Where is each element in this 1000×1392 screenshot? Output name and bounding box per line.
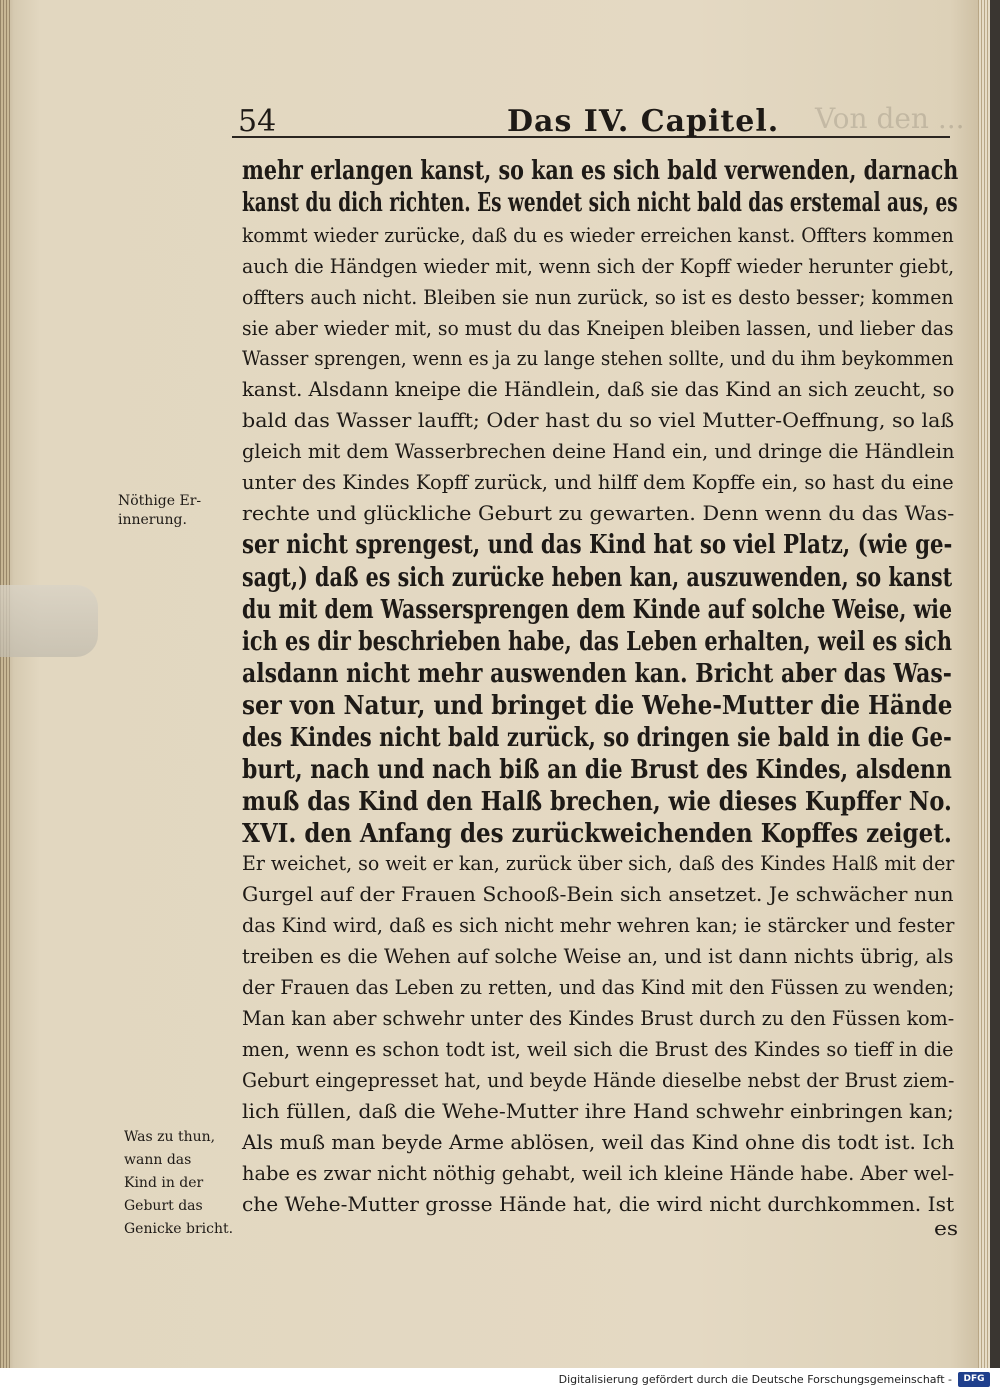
text-line: lich füllen, daß die Wehe-Mutter ihre Hand schwehr einbringen kan; [242,1099,954,1123]
margin-note-line: innerung. [118,512,187,528]
text-line: ser nicht sprengest, und das Kind hat so viel Platz, (wie ge- [242,530,953,560]
text-line: muß das Kind den Halß brechen, wie dieses Kupffer No. [242,787,952,817]
dfg-logo-label: DFG [963,1374,985,1384]
text-line: Gurgel auf der Frauen Schooß-Bein sich ansetzet. Je schwächer nun [242,882,954,906]
text-line: gleich mit dem Wasserbrechen deine Hand ein, und dringe die Händlein [242,439,955,463]
text-line: bald das Wasser laufft; Oder hast du so viel Mutter-Oeffnung, so laß [242,408,955,432]
text-line: Als muß man beyde Arme ablösen, weil das Kind ohne dis todt ist. Ich [242,1130,955,1154]
funding-notice: Digitalisierung gefördert durch die Deutsche Forschungsgemeinschaft - [558,1373,952,1386]
text-line: che Wehe-Mutter grosse Hände hat, die wird nicht durchkommen. Ist [242,1192,955,1216]
text-line: alsdann nicht mehr auswenden kan. Bricht aber das Was- [242,659,952,689]
text-line: offters auch nicht. Bleiben sie nun zurück, so ist es desto besser; kommen [242,285,954,309]
text-line: der Frauen das Leben zu retten, und das Kind mit den Füssen zu wenden; [242,975,955,999]
text-line: treiben es die Wehen auf solche Weise an, und ist dann nichts übrig, als [242,944,954,968]
margin-note-line: Nöthige Er- [118,493,202,509]
catchword: es [934,1216,959,1240]
text-line: habe es zwar nicht nöthig gehabt, weil ich kleine Hände habe. Aber wel- [242,1161,955,1185]
bleed-through-text: Von den ... [815,102,965,135]
text-line: Geburt eingepresset hat, und beyde Hände dieselbe nebst der Brust ziem- [242,1068,955,1092]
text-line: du mit dem Wassersprengen dem Kinde auf solche Weise, wie [242,595,952,625]
text-line: sagt,) daß es sich zurücke heben kan, auszuwenden, so kanst [242,563,953,593]
text-line: burt, nach und nach biß an die Brust des Kindes, alsdenn [242,755,952,785]
text-line: kanst. Alsdann kneipe die Händlein, daß sie das Kind an sich zeucht, so [242,377,955,401]
dfg-logo-icon [958,1372,990,1387]
margin-note-line: Genicke bricht. [124,1221,234,1237]
text-line: rechte und glückliche Geburt zu gewarten. Denn wenn du das Was- [242,501,955,525]
margin-note-line: Geburt das [124,1198,203,1214]
margin-note-line: wann das [124,1152,192,1168]
text-line: Man kan aber schwehr unter des Kindes Brust durch zu den Füssen kom- [242,1006,955,1030]
text-line: unter des Kindes Kopff zurück, und hilff dem Kopffe ein, so hast du eine [242,470,954,494]
text-line: auch die Händgen wieder mit, wenn sich der Kopff wieder herunter giebt, [242,254,955,278]
text-line: ser von Natur, und bringet die Wehe-Mutter die Hände [242,691,953,721]
text-line: sie aber wieder mit, so must du das Kneipen bleiben lassen, und lieber das [242,316,954,340]
chapter-title: Das IV. Capitel. [507,104,780,139]
text-line: men, wenn es schon todt ist, weil sich die Brust des Kindes so tieff in die [242,1037,954,1061]
text-line: kommt wieder zurücke, daß du es wieder erreichen kanst. Offters kommen [242,223,954,247]
page-edge-right [978,0,990,1368]
text-line: kanst du dich richten. Es wendet sich nicht bald das erstemal aus, es [242,188,958,218]
page-edge-left [0,0,10,1368]
text-line: Wasser sprengen, wenn es ja zu lange stehen sollte, und du ihm beykommen [242,346,954,370]
margin-note-line: Kind in der [124,1175,204,1191]
page-number: 54 [238,104,277,139]
footer-bar [0,1368,1000,1392]
margin-note-line: Was zu thun, [124,1129,216,1145]
bookmark-strip [0,585,98,657]
text-line: des Kindes nicht bald zurück, so dringen sie bald in die Ge- [242,723,952,753]
text-line: das Kind wird, daß es sich nicht mehr wehren kan; ie stärcker und fester [242,913,955,937]
text-line: mehr erlangen kanst, so kan es sich bald verwenden, darnach [242,156,959,186]
text-line: ich es dir beschrieben habe, das Leben erhalten, weil es sich [242,627,953,657]
text-line: XVI. den Anfang des zurückweichenden Kopffes zeiget. [242,819,952,849]
text-line: Er weichet, so weit er kan, zurück über sich, daß des Kindes Halß mit der [242,851,955,875]
